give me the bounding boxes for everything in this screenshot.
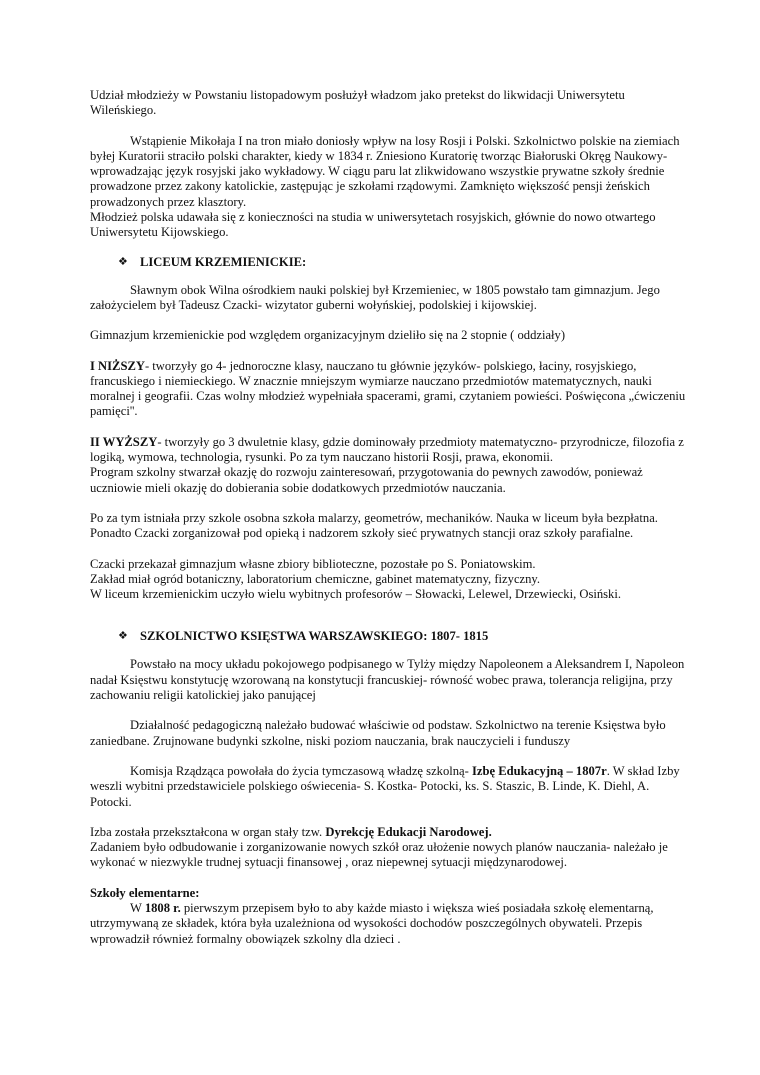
rok-1808: 1808 r. (144, 900, 181, 915)
paragraph-szkola-malarzy: Po za tym istniała przy szkole osobna szkoła malarzy, geometrów, mechaników. Nauka w liceum była bezpłatna. Ponadto Czacki zorganizował pod opieką i nadzorem szkoły sieć prywatnych stancji oraz szkoły parafialne. (90, 510, 658, 541)
paragraph-krzemieniec: Sławnym obok Wilna ośrodkiem nauki polskiej był Krzemieniec, w 1805 powstało tam gimnazjum. Jego założycielem był Tadeusz Czacki- wizytator guberni wołyńskiej, podolskiej i kijowskiej. (90, 282, 660, 312)
heading-ksiestwo-text: SZKOLNICTWO KSIĘSTWA WARSZAWSKIEGO: 1807- 1815 (140, 629, 489, 644)
wyzszy-text: - tworzyły go 3 dwuletnie klasy, gdzie dominowały przedmioty matematyczno- przyrodnicze, filozofia z logiką, wymowa, technologia, rysunki. Po za tym nauczano historii Rosji, prawa, ekonomii. (90, 434, 684, 465)
paragraph-mikolaj: Wstąpienie Mikołaja I na tron miało doniosły wpływ na losy Rosji i Polski. Szkolnictwo polskie na ziemiach byłej Kuratorii straciło polski charakter, kiedy w 1834 r. Zniesiono Kuratorię tworząc Białoruski Okręg Naukowy- wprowadzając język rosyjski jako wykładowy. W ciągu paru lat zlikwidowano wszystkie prywatne szkoły średnie prowadzone przez zakony katolickie, zastępując je szkołami rządowymi. Zamknięto większość pensji żeńskich prowadzonych przez klasztory. (90, 133, 680, 209)
nizszy-label: I NIŻSZY (90, 358, 145, 373)
paragraph-wyzszy (90, 435, 690, 466)
paragraph-nizszy (90, 359, 690, 420)
p1808-text-b: pierwszym przepisem było to aby każde miasto i większa wieś posiadała szkołę elementarną, utrzymywaną ze składek, która była uzależniona od wysokości dochodów poszczególnych obywateli. Przepis wprowadził również formalny obowiązek szkolny dla dzieci . (90, 900, 654, 946)
paragraph-izba (90, 825, 690, 840)
p1808-text-a: W (130, 900, 145, 915)
paragraph-zbiory: Czacki przekazał gimnazjum własne zbiory biblioteczne, pozostałe po S. Poniatowskim. (90, 556, 536, 571)
izba-text: Izba została przekształcona w organ stały tzw. (90, 824, 326, 839)
izba-edukacyjna: Izbę Edukacyjną – 1807r (472, 763, 607, 778)
document-page (90, 88, 690, 947)
heading-liceum (118, 254, 690, 270)
diamond-bullet-icon: ❖ (118, 630, 128, 643)
paragraph-zaklad: Zakład miał ogród botaniczny, laboratorium chemiczne, gabinet matematyczny, fizyczny. (90, 571, 541, 586)
heading-ksiestwo (118, 628, 690, 644)
komisja-text-a: Komisja Rządząca powołała do życia tymczasową władzę szkolną- (130, 763, 472, 778)
paragraph-1808 (90, 901, 690, 947)
wyzszy-label: II WYŻSZY (90, 434, 158, 449)
paragraph-dzialalnosc: Działalność pedagogiczną należało budować właściwie od podstaw. Szkolnictwo na terenie Księstwa było zaniedbane. Zrujnowane budynki szkolne, niski poziom nauczania, brak nauczycieli i funduszy (90, 718, 666, 748)
paragraph-program: Program szkolny stwarzał okazję do rozwoju zainteresowań, przygotowania do pewnych zawodów, ponieważ uczniowie mieli okazję do dobierania sobie dodatkowych przedmiotów nauczania. (90, 465, 643, 495)
paragraph-profesorowie: W liceum krzemienickim uczyło wielu wybitnych profesorów – Słowacki, Lelewel, Drzewiecki, Osiński. (90, 587, 622, 602)
paragraph-intro: Udział młodzieży w Powstaniu listopadowym posłużył władzom jako pretekst do likwidacji Uniwersytetu Wileńskiego. (90, 88, 625, 118)
paragraph-mlodziez: Młodzież polska udawała się z konieczności na studia w uniwersytetach rosyjskich, głównie do nowo otwartego Uniwersytetu Kijowskiego. (90, 210, 656, 240)
heading-liceum-text: LICEUM KRZEMIENICKIE: (140, 254, 307, 269)
paragraph-zadanie: Zadaniem było odbudowanie i zorganizowanie nowych szkół oraz ułożenie nowych planów nauczania- należało je wykonać w niezwykle trudnej sytuacji finansowej , oraz niepewnej sytuacji międzynarodowej. (90, 840, 668, 870)
szkoly-elementarne-label: Szkoły elementarne: (90, 885, 200, 900)
paragraph-tylza: Powstało na mocy układu pokojowego podpisanego w Tylży między Napoleonem a Aleksandrem I, Napoleon nadał Księstwu konstytucję wzorowaną na konstytucji francuskiej- równość wobec prawa, tolerancja religijna, przy zachowaniu religii katolickiej jako panującej (90, 657, 685, 703)
komisja-text-b: . W skład Izby weszli wybitni przedstawiciele polskiego oświecenia- S. Kostka- Potocki, ks. S. Staszic, B. Linde, K. Diehl, A. Potocki. (90, 763, 680, 809)
paragraph-komisja (90, 764, 690, 810)
nizszy-text: - tworzyły go 4- jednoroczne klasy, nauczano tu głównie języków- polskiego, łaciny, rosyjskiego, francuskiego i niemieckiego. W znacznie mniejszym wymiarze nauczano przedmiotów matematycznych, nauki moralnej i geografii. Czas wolny młodzież wypełniała spacerami, grami, czytaniem powieści. Poświęcona „ćwiczeniu pamięci''. (90, 358, 686, 419)
diamond-bullet-icon: ❖ (118, 255, 128, 268)
dyrekcja-edukacji: Dyrekcję Edukacji Narodowej. (325, 824, 492, 839)
paragraph-gimnazjum: Gimnazjum krzemienickie pod względem organizacyjnym dzieliło się na 2 stopnie ( oddziały) (90, 328, 566, 343)
heading-szkoly-elementarne (90, 886, 690, 901)
